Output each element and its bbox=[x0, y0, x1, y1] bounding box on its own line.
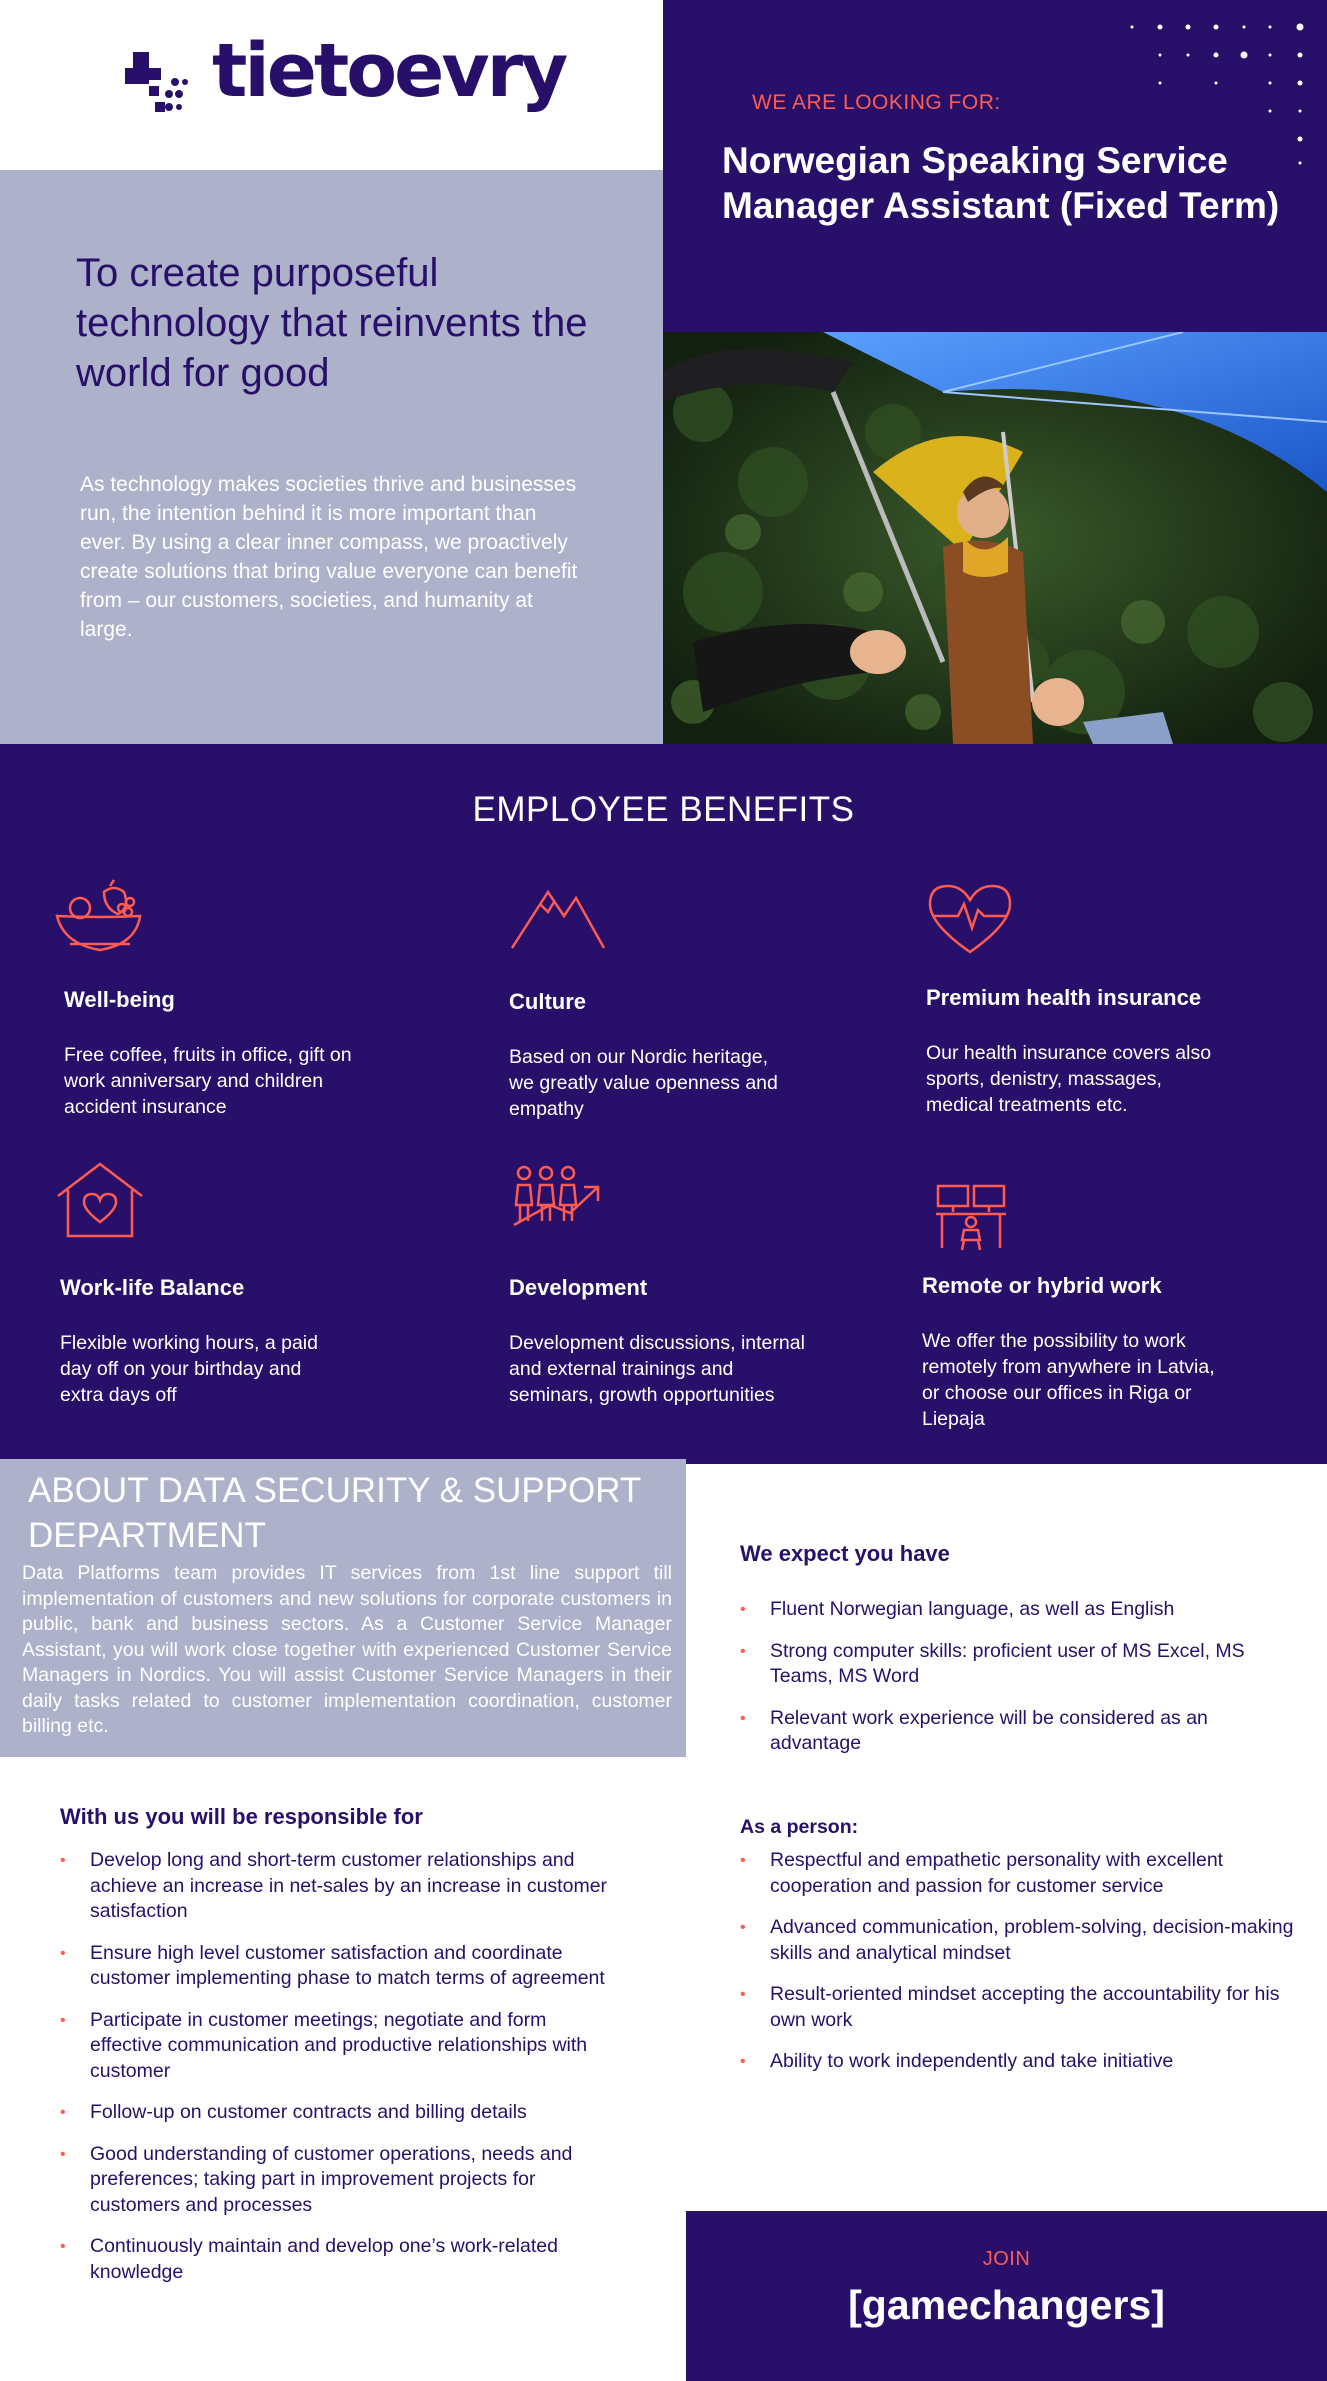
benefit-title-remote: Remote or hybrid work bbox=[922, 1273, 1162, 1298]
benefit-text-health: Our health insurance covers also sports, denistry, massages, medical treatments etc. bbox=[926, 1042, 1212, 1116]
person-heading: As a person: bbox=[740, 1816, 859, 1838]
mission-body: As technology makes societies thrive and businesses run, the intention behind it is more important than ever. By using a clear inner compass, we proactively create solutions that bring value everyone can benefit from – our customers, societies, and humanity at large. bbox=[80, 473, 578, 641]
list-item: • Participate in customer meetings; negotiate and form effective communication and productive relationships with customer bbox=[60, 2008, 588, 2082]
benefit-text-wellbeing: Free coffee, fruits in office, gift on work anniversary and children accident insurance bbox=[64, 1044, 352, 1118]
list-item: • Fluent Norwegian language, as well as English bbox=[740, 1598, 1175, 1620]
list-item: • Follow-up on customer contracts and billing details bbox=[60, 2101, 527, 2123]
benefit-title-worklife: Work-life Balance bbox=[60, 1275, 245, 1300]
responsibilities-heading: With us you will be responsible for bbox=[60, 1804, 423, 1829]
benefit-text-worklife: Flexible working hours, a paid day off on your birthday and extra days off bbox=[60, 1332, 318, 1406]
mission-headline: To create purposeful technology that reinvents the world for good bbox=[76, 251, 588, 395]
join-slogan: [gamechangers] bbox=[848, 2282, 1165, 2328]
workstation-icon bbox=[934, 1184, 1030, 1264]
looking-for-label: WE ARE LOOKING FOR: bbox=[752, 91, 1001, 114]
person-list bbox=[740, 1848, 1310, 2075]
expectations-heading: We expect you have bbox=[740, 1541, 950, 1566]
benefit-title-culture: Culture bbox=[509, 989, 586, 1014]
logo-mark-icon bbox=[125, 52, 191, 118]
list-item: • Continuously maintain and develop one’s work-related knowledge bbox=[60, 2235, 558, 2283]
list-item: • Result-oriented mindset accepting the accountability for his own work bbox=[740, 1983, 1280, 2031]
benefit-text-remote: We offer the possibility to work remotely from anywhere in Latvia, or choose our offices in Riga or Liepaja bbox=[922, 1330, 1215, 1430]
benefit-text-culture: Based on our Nordic heritage, we greatly value openness and empathy bbox=[509, 1046, 778, 1120]
list-item: • Strong computer skills: proficient user of MS Excel, MS Teams, MS Word bbox=[740, 1639, 1245, 1687]
list-item: • Advanced communication, problem-solving, decision-making skills and analytical mindset bbox=[740, 1916, 1294, 1964]
home-heart-icon bbox=[54, 1160, 150, 1240]
benefit-title-health: Premium health insurance bbox=[926, 985, 1202, 1010]
heartbeat-icon bbox=[922, 880, 1018, 960]
about-body: Data Platforms team provides IT services from 1st line support till implementation of customers and new solutions for corporate customers in public, bank and business sectors. As a Customer Service Manager Assistant, you will work close together with experienced Customer Service Managers in Nordics. You will assist Customer Service Managers in their daily tasks related to customer implementation coordination, customer billing etc. bbox=[22, 1562, 672, 1737]
list-item: • Relevant work experience will be considered as an advantage bbox=[740, 1706, 1208, 1754]
logo-wordmark: tietoevry bbox=[212, 28, 566, 114]
job-title: Norwegian Speaking Service Manager Assistant (Fixed Term) bbox=[722, 140, 1280, 226]
responsibilities-list bbox=[60, 1848, 620, 2285]
list-item: • Respectful and empathetic personality with excellent cooperation and passion for customer service bbox=[740, 1849, 1224, 1897]
join-label: JOIN bbox=[982, 2248, 1031, 2270]
list-item: • Good understanding of customer operations, needs and preferences; taking part in improvement projects for customers and processes bbox=[60, 2142, 573, 2216]
benefit-title-development: Development bbox=[509, 1275, 648, 1300]
mountains-icon bbox=[510, 880, 606, 960]
list-item: • Ability to work independently and take initiative bbox=[740, 2050, 1174, 2072]
benefit-title-wellbeing: Well-being bbox=[64, 987, 175, 1012]
benefit-text-development: Development discussions, internal and external trainings and seminars, growth opportunities bbox=[509, 1332, 805, 1406]
hero-photo bbox=[663, 332, 1327, 744]
expectations-list bbox=[740, 1597, 1300, 1757]
benefits-title: EMPLOYEE BENEFITS bbox=[472, 790, 855, 829]
list-item: • Ensure high level customer satisfaction and coordinate customer implementing phase to match terms of agreement bbox=[60, 1941, 605, 1989]
umbrella-photo-illustration bbox=[663, 332, 1327, 744]
fruit-bowl-icon bbox=[52, 878, 148, 958]
about-title: ABOUT DATA SECURITY & SUPPORT DEPARTMENT bbox=[28, 1471, 641, 1555]
list-item: • Develop long and short-term customer relationships and achieve an increase in net-sales by an increase in customer satisfaction bbox=[60, 1849, 608, 1922]
team-growth-icon bbox=[510, 1165, 606, 1245]
